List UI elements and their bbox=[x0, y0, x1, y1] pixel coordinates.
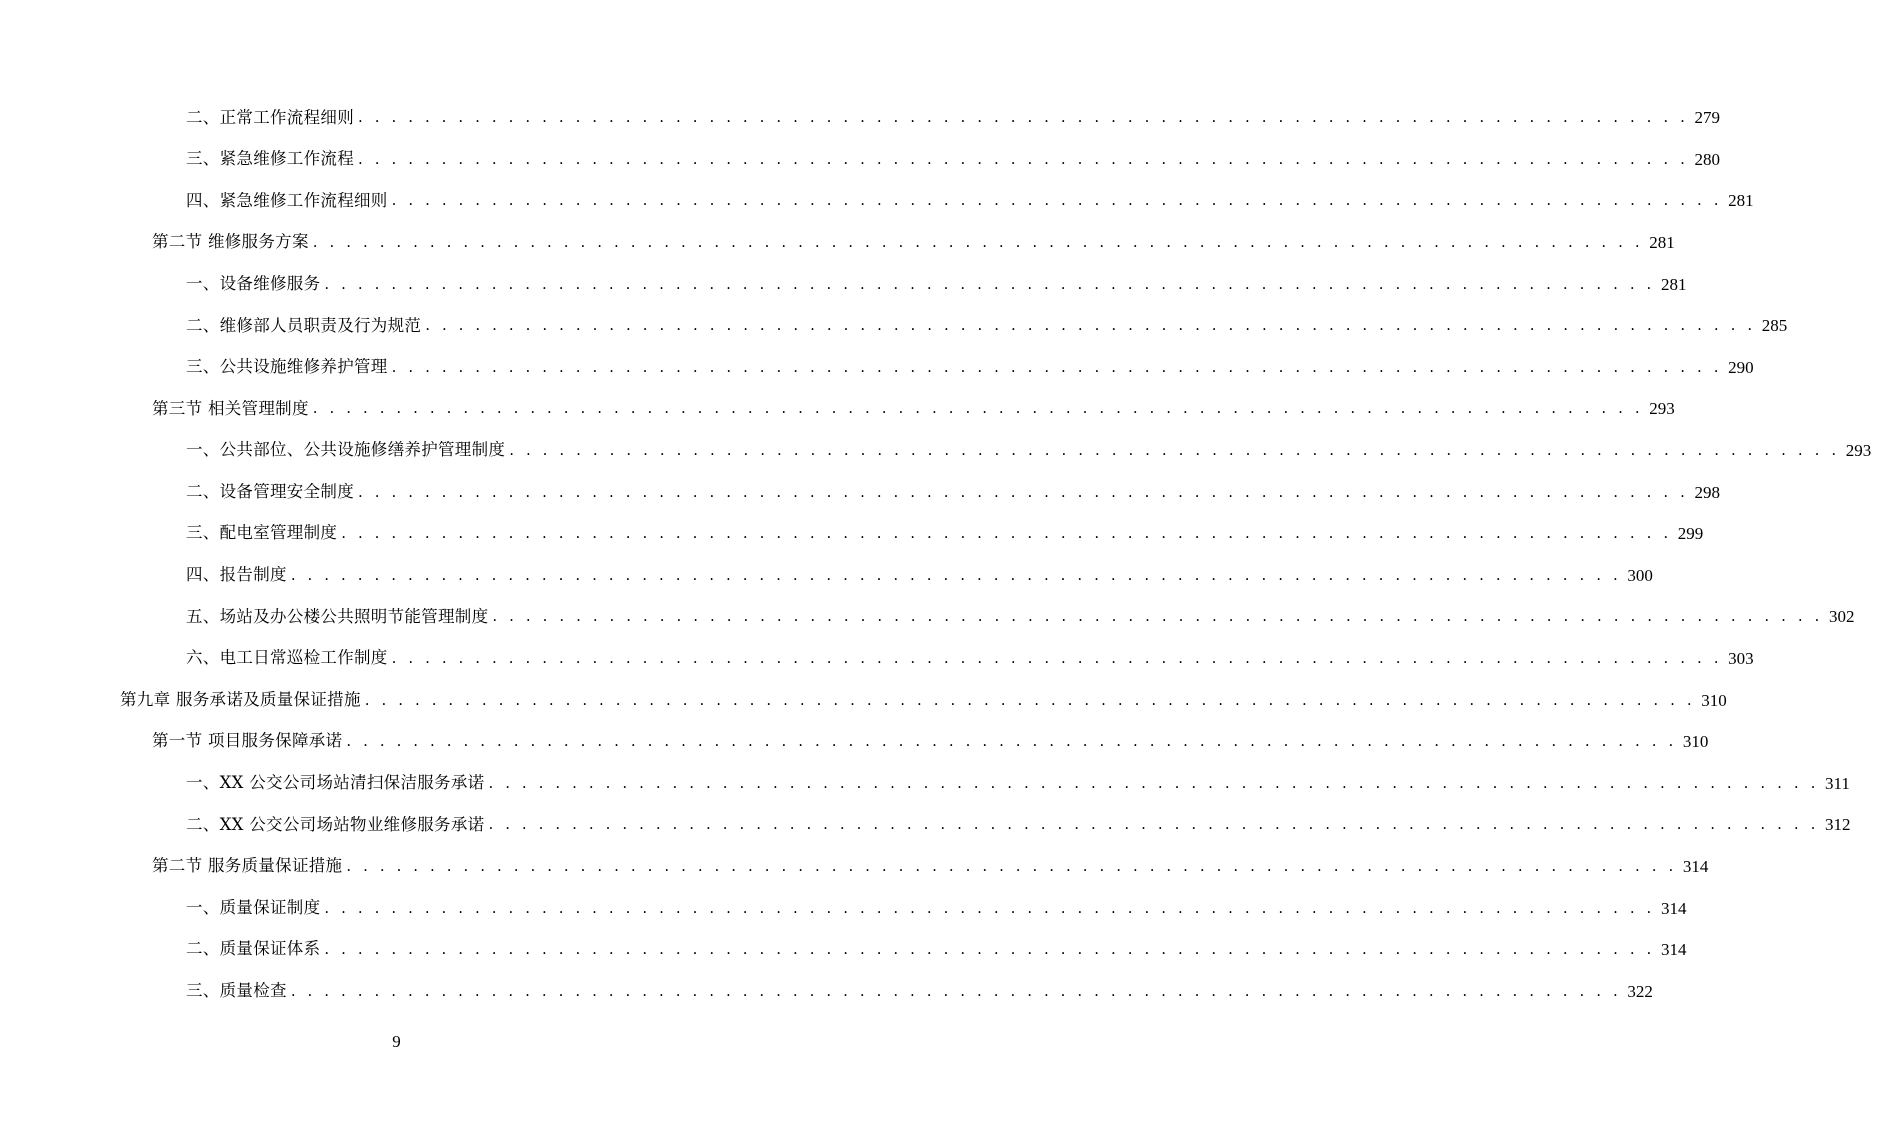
toc-entry-title: 第一节 项目服务保障承诺 bbox=[152, 731, 343, 751]
toc-entry-title: 四、紧急维修工作流程细则 bbox=[186, 190, 388, 210]
toc-dot-leader: . . . . . . . . . . . . . . . . . . . . . . . . . . . . . . . . . . . . . . . . . . . . . . . . . . . . . . . . . . . . . . . . . . . . . . . . . . . . . . . . bbox=[358, 108, 1689, 127]
toc-dot-leader: . . . . . . . . . . . . . . . . . . . . . . . . . . . . . . . . . . . . . . . . . . . . . . . . . . . . . . . . . . . . . . . . . . . . . . . . . . . . . . . . bbox=[346, 856, 1677, 875]
toc-entry-page: 314 bbox=[1660, 898, 1687, 918]
toc-entry[interactable] bbox=[0, 804, 1851, 846]
toc-entry-title: 二、正常工作流程细则 bbox=[186, 107, 354, 127]
toc-entry-title: 一、设备维修服务 bbox=[186, 273, 321, 293]
toc-entry-title: 第二节 服务质量保证措施 bbox=[152, 856, 343, 876]
toc-dot-leader: . . . . . . . . . . . . . . . . . . . . . . . . . . . . . . . . . . . . . . . . . . . . . . . . . . . . . . . . . . . . . . . . . . . . . . . . . . . . . . . . bbox=[391, 357, 1723, 376]
toc-entry-title: 三、配电室管理制度 bbox=[186, 523, 338, 543]
toc-dot-leader: . . . . . . . . . . . . . . . . . . . . . . . . . . . . . . . . . . . . . . . . . . . . . . . . . . . . . . . . . . . . . . . . . . . . . . . . . . . . . . . . bbox=[290, 565, 1622, 584]
toc-entry-page: 302 bbox=[1828, 607, 1855, 627]
toc-entry-title: 一、质量保证制度 bbox=[186, 897, 321, 917]
toc-entry-title: 三、质量检查 bbox=[186, 981, 287, 1001]
toc-entry-title: 一、XX 公交公司场站清扫保洁服务承诺 bbox=[186, 773, 485, 793]
toc-dot-leader: . . . . . . . . . . . . . . . . . . . . . . . . . . . . . . . . . . . . . . . . . . . . . . . . . . . . . . . . . . . . . . . . . . . . . . . . . . . . . . . . bbox=[488, 773, 1819, 792]
toc-entry[interactable] bbox=[0, 388, 1675, 430]
toc-entry-page: 300 bbox=[1627, 565, 1653, 585]
toc-entry-page: 281 bbox=[1728, 191, 1754, 211]
toc-entry-page: 298 bbox=[1694, 482, 1721, 502]
toc-entry-page: 303 bbox=[1728, 649, 1754, 669]
toc-entry[interactable] bbox=[0, 721, 1709, 763]
toc-entry[interactable] bbox=[0, 347, 1754, 389]
toc-entry-title: 二、设备管理安全制度 bbox=[186, 481, 354, 501]
toc-entry[interactable] bbox=[0, 846, 1709, 888]
toc-entry[interactable] bbox=[0, 180, 1754, 222]
toc-dot-leader: . . . . . . . . . . . . . . . . . . . . . . . . . . . . . . . . . . . . . . . . . . . . . . . . . . . . . . . . . . . . . . . . . . . . . . . . . . . . . . . . bbox=[312, 233, 1644, 252]
toc-entry[interactable] bbox=[0, 222, 1675, 264]
toc-dot-leader: . . . . . . . . . . . . . . . . . . . . . . . . . . . . . . . . . . . . . . . . . . . . . . . . . . . . . . . . . . . . . . . . . . . . . . . . . . . . . . . . bbox=[324, 274, 1655, 293]
toc-dot-leader: . . . . . . . . . . . . . . . . . . . . . . . . . . . . . . . . . . . . . . . . . . . . . . . . . . . . . . . . . . . . . . . . . . . . . . . . . . . . . . . . bbox=[425, 316, 1756, 335]
toc-entry[interactable] bbox=[0, 471, 1721, 513]
toc-entry-page: 280 bbox=[1694, 149, 1721, 169]
toc-entry[interactable] bbox=[0, 887, 1687, 929]
toc-dot-leader: . . . . . . . . . . . . . . . . . . . . . . . . . . . . . . . . . . . . . . . . . . . . . . . . . . . . . . . . . . . . . . . . . . . . . . . . . . . . . . . . bbox=[358, 149, 1689, 168]
toc-entry-page: 314 bbox=[1660, 940, 1687, 960]
toc-entry-title: 三、公共设施维修养护管理 bbox=[186, 357, 388, 377]
toc-entry[interactable] bbox=[0, 139, 1721, 181]
toc-entry-title: 二、质量保证体系 bbox=[186, 939, 321, 959]
toc-entry-page: 310 bbox=[1701, 690, 1727, 710]
toc-dot-leader: . . . . . . . . . . . . . . . . . . . . . . . . . . . . . . . . . . . . . . . . . . . . . . . . . . . . . . . . . . . . . . . . . . . . . . . . . . . . . . . . bbox=[364, 690, 1696, 709]
toc-dot-leader: . . . . . . . . . . . . . . . . . . . . . . . . . . . . . . . . . . . . . . . . . . . . . . . . . . . . . . . . . . . . . . . . . . . . . . . . . . . . . . . . bbox=[290, 981, 1622, 1000]
toc-dot-leader: . . . . . . . . . . . . . . . . . . . . . . . . . . . . . . . . . . . . . . . . . . . . . . . . . . . . . . . . . . . . . . . . . . . . . . . . . . . . . . . . bbox=[341, 524, 1672, 543]
toc-entry[interactable] bbox=[0, 430, 1872, 472]
toc-dot-leader: . . . . . . . . . . . . . . . . . . . . . . . . . . . . . . . . . . . . . . . . . . . . . . . . . . . . . . . . . . . . . . . . . . . . . . . . . . . . . . . . bbox=[492, 607, 1823, 626]
toc-entry[interactable] bbox=[0, 305, 1788, 347]
toc-entry-page: 293 bbox=[1649, 399, 1675, 419]
toc-entry[interactable] bbox=[0, 970, 1653, 1012]
toc-dot-leader: . . . . . . . . . . . . . . . . . . . . . . . . . . . . . . . . . . . . . . . . . . . . . . . . . . . . . . . . . . . . . . . . . . . . . . . . . . . . . . . . bbox=[509, 441, 1840, 460]
toc-entry-page: 310 bbox=[1682, 732, 1709, 752]
toc-entry-page: 281 bbox=[1660, 274, 1687, 294]
toc-entry-title: 五、场站及办公楼公共照明节能管理制度 bbox=[186, 606, 489, 626]
toc-entry[interactable] bbox=[0, 679, 1727, 721]
toc-dot-leader: . . . . . . . . . . . . . . . . . . . . . . . . . . . . . . . . . . . . . . . . . . . . . . . . . . . . . . . . . . . . . . . . . . . . . . . . . . . . . . . . bbox=[324, 898, 1655, 917]
table-of-contents bbox=[0, 97, 1872, 1012]
toc-entry-page: 279 bbox=[1694, 108, 1721, 128]
toc-dot-leader: . . . . . . . . . . . . . . . . . . . . . . . . . . . . . . . . . . . . . . . . . . . . . . . . . . . . . . . . . . . . . . . . . . . . . . . . . . . . . . . . bbox=[312, 399, 1644, 418]
toc-entry-title: 二、维修部人员职责及行为规范 bbox=[186, 315, 422, 335]
toc-entry-title: 二、XX 公交公司场站物业维修服务承诺 bbox=[186, 814, 485, 834]
toc-entry[interactable] bbox=[0, 638, 1754, 680]
toc-entry-page: 312 bbox=[1824, 815, 1851, 835]
toc-entry-page: 290 bbox=[1728, 357, 1754, 377]
toc-dot-leader: . . . . . . . . . . . . . . . . . . . . . . . . . . . . . . . . . . . . . . . . . . . . . . . . . . . . . . . . . . . . . . . . . . . . . . . . . . . . . . . . bbox=[324, 940, 1655, 959]
toc-entry-page: 299 bbox=[1677, 524, 1704, 544]
toc-entry-title: 四、报告制度 bbox=[186, 565, 287, 585]
toc-dot-leader: . . . . . . . . . . . . . . . . . . . . . . . . . . . . . . . . . . . . . . . . . . . . . . . . . . . . . . . . . . . . . . . . . . . . . . . . . . . . . . . . bbox=[391, 191, 1723, 210]
toc-dot-leader: . . . . . . . . . . . . . . . . . . . . . . . . . . . . . . . . . . . . . . . . . . . . . . . . . . . . . . . . . . . . . . . . . . . . . . . . . . . . . . . . bbox=[391, 649, 1723, 668]
toc-entry[interactable] bbox=[0, 763, 1850, 805]
toc-entry-title: 第九章 服务承诺及质量保证措施 bbox=[120, 689, 361, 709]
toc-entry-title: 三、紧急维修工作流程 bbox=[186, 149, 354, 169]
toc-entry-title: 第二节 维修服务方案 bbox=[152, 232, 309, 252]
toc-entry-title: 一、公共部位、公共设施修缮养护管理制度 bbox=[186, 440, 506, 460]
toc-entry-title: 六、电工日常巡检工作制度 bbox=[186, 648, 388, 668]
toc-entry[interactable] bbox=[0, 555, 1653, 597]
page-number: 9 bbox=[392, 1032, 401, 1051]
toc-entry-page: 311 bbox=[1824, 773, 1850, 793]
toc-entry-page: 322 bbox=[1627, 981, 1653, 1001]
toc-dot-leader: . . . . . . . . . . . . . . . . . . . . . . . . . . . . . . . . . . . . . . . . . . . . . . . . . . . . . . . . . . . . . . . . . . . . . . . . . . . . . . . . bbox=[358, 482, 1689, 501]
toc-entry-page: 285 bbox=[1761, 316, 1788, 336]
toc-entry-page: 281 bbox=[1649, 233, 1675, 253]
toc-dot-leader: . . . . . . . . . . . . . . . . . . . . . . . . . . . . . . . . . . . . . . . . . . . . . . . . . . . . . . . . . . . . . . . . . . . . . . . . . . . . . . . . bbox=[346, 732, 1677, 751]
toc-entry-page: 314 bbox=[1682, 856, 1709, 876]
toc-dot-leader: . . . . . . . . . . . . . . . . . . . . . . . . . . . . . . . . . . . . . . . . . . . . . . . . . . . . . . . . . . . . . . . . . . . . . . . . . . . . . . . . bbox=[488, 815, 1819, 834]
toc-entry[interactable] bbox=[0, 596, 1855, 638]
toc-entry-page: 293 bbox=[1845, 441, 1872, 461]
toc-entry[interactable] bbox=[0, 263, 1687, 305]
toc-entry[interactable] bbox=[0, 97, 1721, 139]
toc-entry[interactable] bbox=[0, 929, 1687, 971]
toc-entry-title: 第三节 相关管理制度 bbox=[152, 398, 309, 418]
toc-entry[interactable] bbox=[0, 513, 1704, 555]
